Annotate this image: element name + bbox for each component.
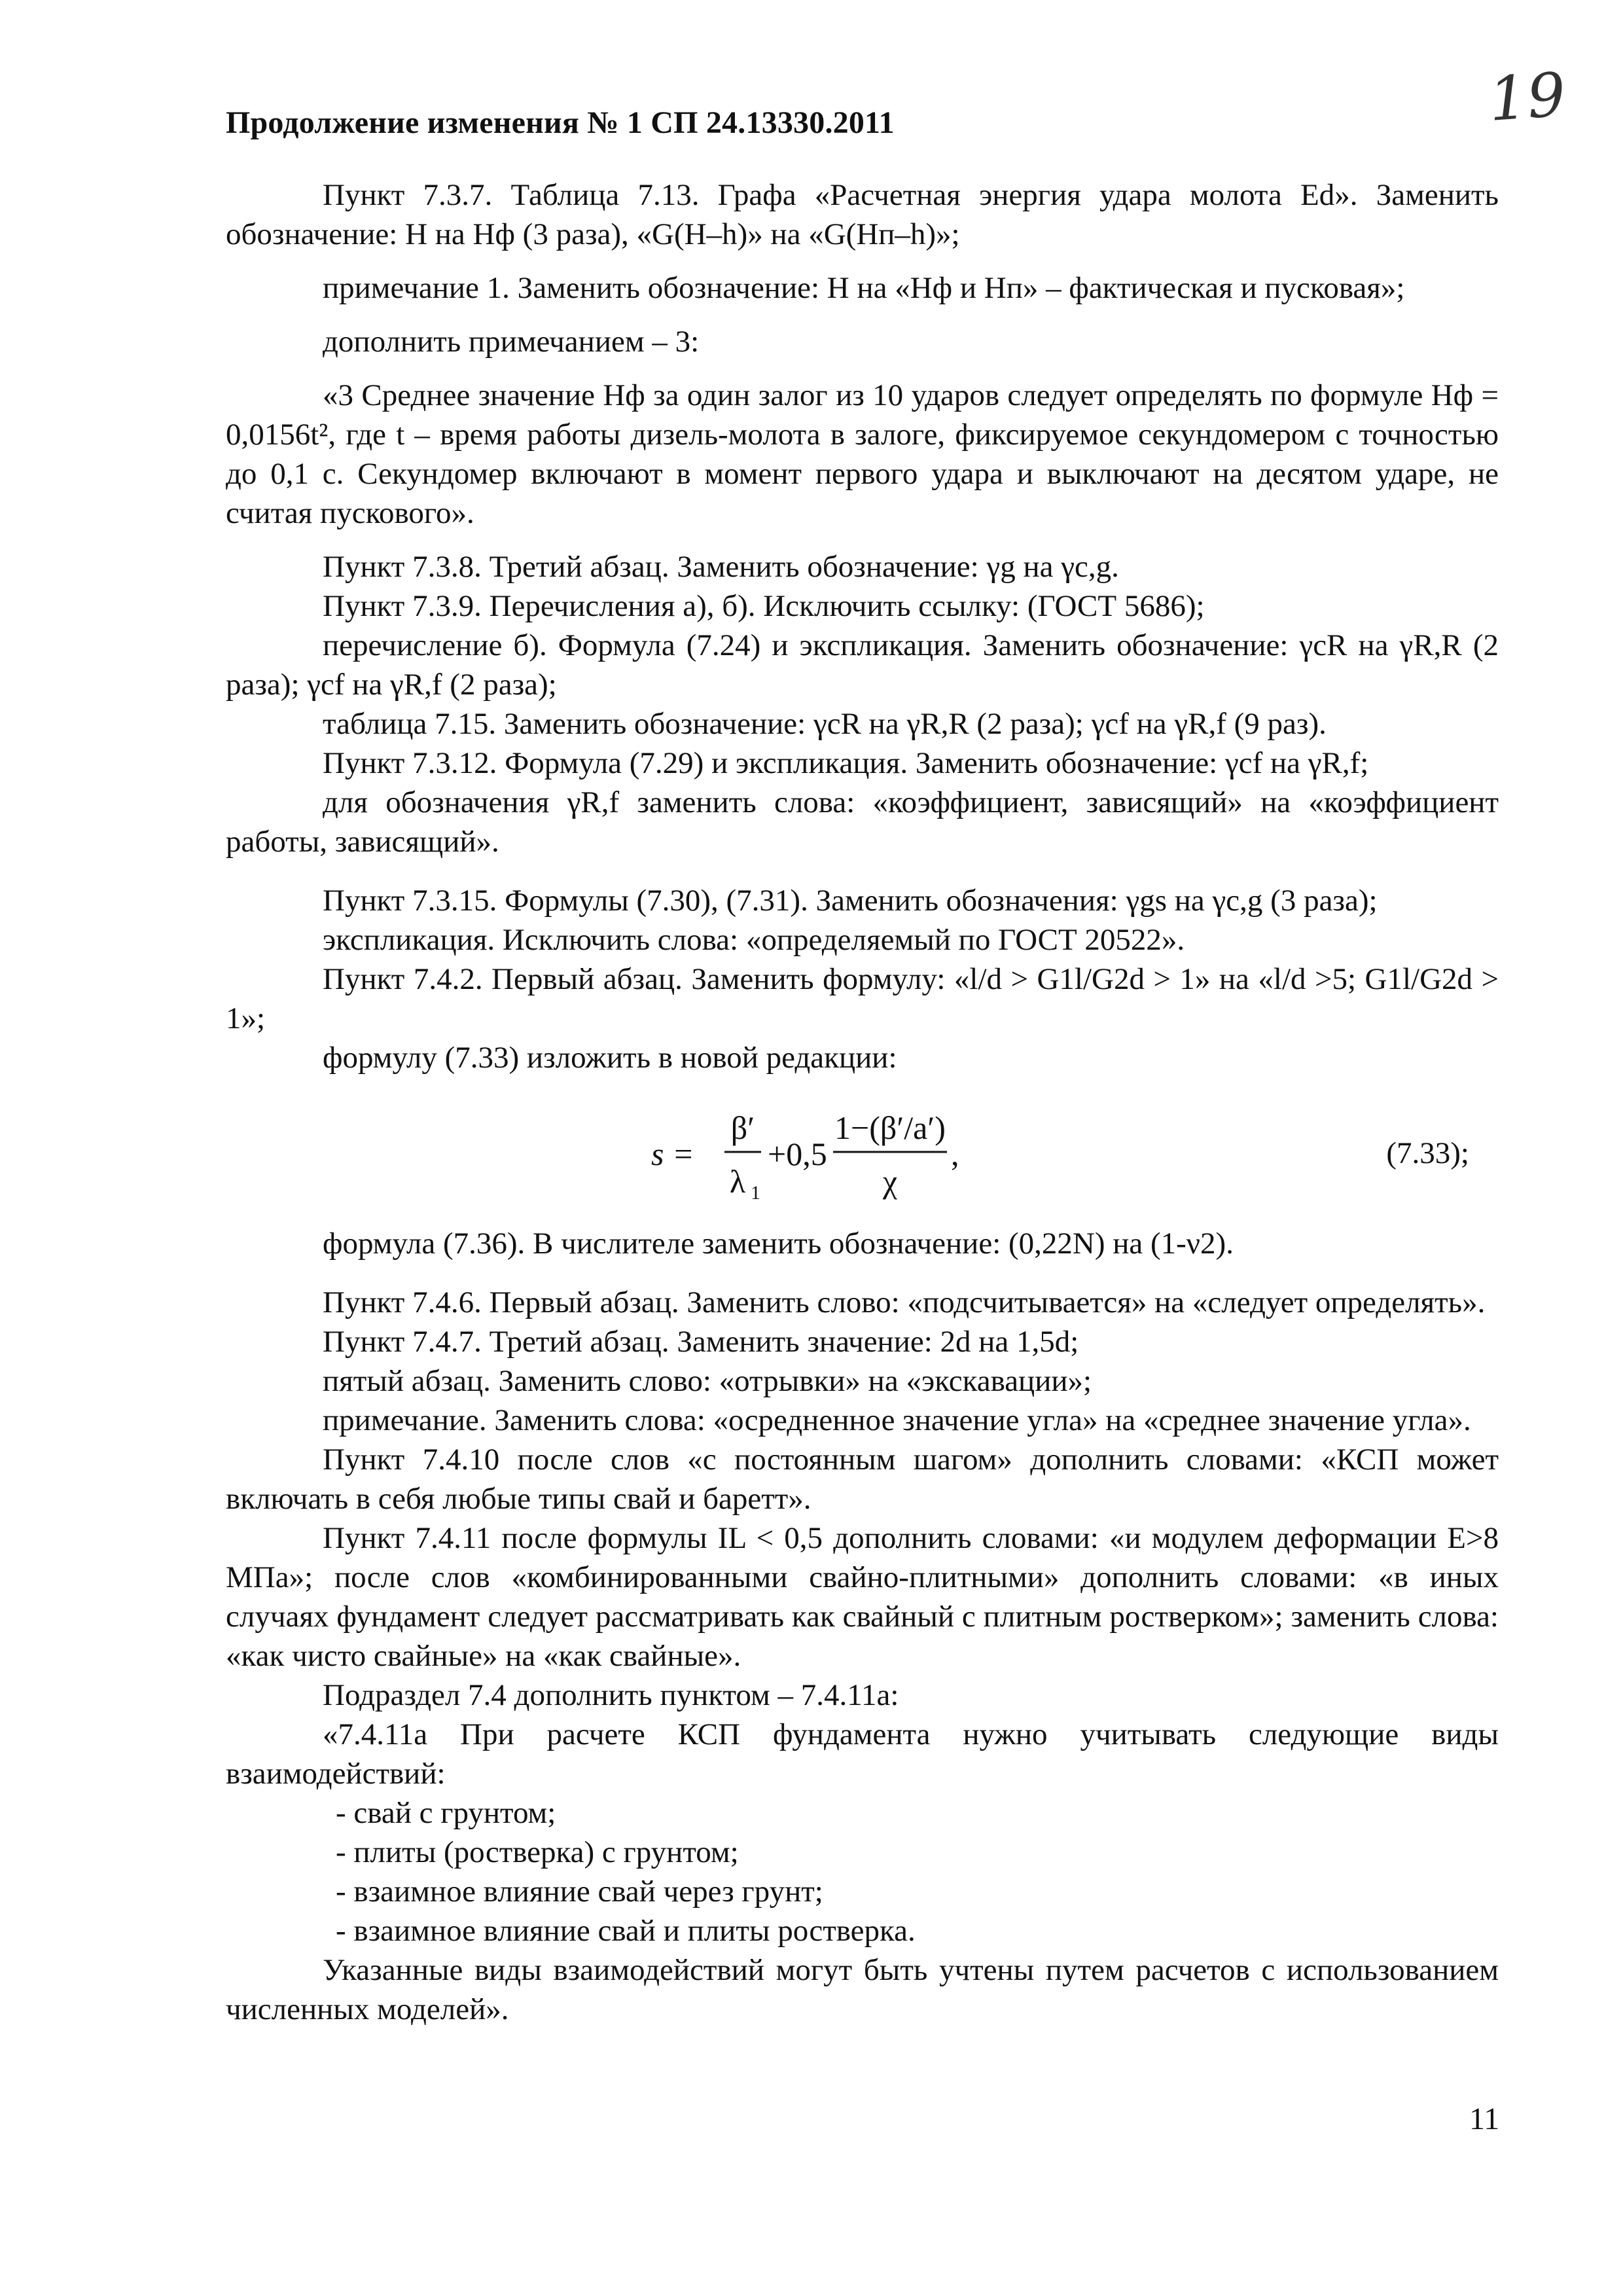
- paragraph: Подраздел 7.4 дополнить пунктом – 7.4.11а:: [323, 1678, 899, 1712]
- paragraph: Указанные виды взаимодействий могут быть учтены путем расчетов с использованием численных моделей».: [226, 1953, 1499, 2026]
- paragraph: Пункт 7.4.11 после формулы IL < 0,5 дополнить словами: «и модулем деформации E>8 МПа»; после слов «комбинированными свайно-плитными» дополнить словами: «в иных случаях фундамент следует рассматривать как свайный с плитным ростверком»; заменить слова: «как чисто свайные» на «как свайные».: [226, 1521, 1499, 1673]
- paragraph: «7.4.11а При расчете КСП фундамента нужно учитывать следующие виды взаимодействий:: [226, 1717, 1499, 1791]
- paragraph: Пункт 7.4.10 после слов «с постоянным шагом» дополнить словами: «КСП может включать в себя любые типы свай и баретт».: [226, 1443, 1499, 1516]
- paragraph: дополнить примечанием – 3:: [323, 325, 700, 359]
- formula-frac2-denominator: χ: [882, 1163, 898, 1200]
- formula-graphic: [651, 1088, 1240, 1219]
- paragraph: пятый абзац. Заменить слово: «отрывки» на «экскавации»;: [323, 1364, 1092, 1398]
- paragraph: для обозначения γR,f заменить слова: «коэффициент, зависящий» на «коэффициент работы, зависящий».: [226, 785, 1499, 859]
- list-item: - плиты (ростверка) с грунтом;: [336, 1835, 739, 1869]
- formula-7-33: [226, 1088, 1499, 1219]
- formula-lhs: s =: [651, 1136, 694, 1172]
- formula-frac1-denominator: λ: [729, 1163, 746, 1200]
- document-header: Продолжение изменения № 1 СП 24.13330.2011: [226, 105, 895, 140]
- paragraph: примечание 1. Заменить обозначение: H на «Hф и Hп» – фактическая и пусковая»;: [323, 271, 1405, 305]
- page-number: 11: [1469, 2102, 1500, 2136]
- formula-frac1-denominator-subscript: 1: [751, 1182, 760, 1204]
- paragraph: примечание. Заменить слова: «осредненное значение угла» на «среднее значение угла».: [323, 1403, 1471, 1437]
- formula-frac2-numerator: 1−(β′/a′): [834, 1109, 946, 1146]
- formula-number: (7.33);: [1386, 1136, 1469, 1170]
- paragraph: таблица 7.15. Заменить обозначение: γcR на γR,R (2 раза); γcf на γR,f (9 раз).: [323, 707, 1327, 741]
- paragraph: Пункт 7.3.7. Таблица 7.13. Графа «Расчетная энергия удара молота Ed». Заменить обозначение: H на Hф (3 раза), «G(H–h)» на «G(Hп–h)»;: [226, 178, 1499, 251]
- paragraph: формула (7.36). В числителе заменить обозначение: (0,22N) на (1-ν2).: [323, 1227, 1234, 1261]
- list-item: - взаимное влияние свай и плиты ростверка.: [336, 1914, 916, 1948]
- formula-plus-term: +0,5: [768, 1136, 827, 1172]
- paragraph: «3 Среднее значение Hф за один залог из 10 ударов следует определять по формуле Hф = 0,0156t², где t – время работы дизель-молота в залоге, фиксируемое секундомером с точностью до 0,1 с. Секундомер включают в момент первого удара и выключают на десятом ударе, не считая пускового».: [226, 378, 1499, 530]
- formula-frac1-numerator: β′: [730, 1109, 755, 1146]
- handwritten-page-number: 19: [1486, 60, 1568, 135]
- list-item: - свай с грунтом;: [336, 1796, 556, 1830]
- document-body: [226, 175, 1499, 2029]
- paragraph: Пункт 7.3.9. Перечисления а), б). Исключить ссылку: (ГОСТ 5686);: [323, 589, 1205, 623]
- paragraph: Пункт 7.3.12. Формула (7.29) и экспликация. Заменить обозначение: γcf на γR,f;: [323, 746, 1369, 780]
- paragraph: экспликация. Исключить слова: «определяемый по ГОСТ 20522».: [323, 923, 1185, 957]
- paragraph: перечисление б). Формула (7.24) и экспликация. Заменить обозначение: γcR на γR,R (2 раза); γcf на γR,f (2 раза);: [226, 628, 1499, 702]
- paragraph: Пункт 7.4.7. Третий абзац. Заменить значение: 2d на 1,5d;: [323, 1325, 1079, 1359]
- list-item: - взаимное влияние свай через грунт;: [336, 1874, 823, 1909]
- paragraph: Пункт 7.4.2. Первый абзац. Заменить формулу: «l/d > G1l/G2d > 1» на «l/d >5; G1l/G2d > 1»;: [226, 962, 1499, 1035]
- paragraph: Пункт 7.3.8. Третий абзац. Заменить обозначение: γg на γc,g.: [323, 550, 1119, 584]
- paragraph: Пункт 7.4.6. Первый абзац. Заменить слово: «подсчитывается» на «следует определять».: [323, 1285, 1486, 1319]
- paragraph: формулу (7.33) изложить в новой редакции:: [323, 1041, 897, 1075]
- paragraph: Пункт 7.3.15. Формулы (7.30), (7.31). Заменить обозначения: γgs на γc,g (3 раза);: [323, 884, 1378, 918]
- formula-comma: ,: [951, 1136, 959, 1172]
